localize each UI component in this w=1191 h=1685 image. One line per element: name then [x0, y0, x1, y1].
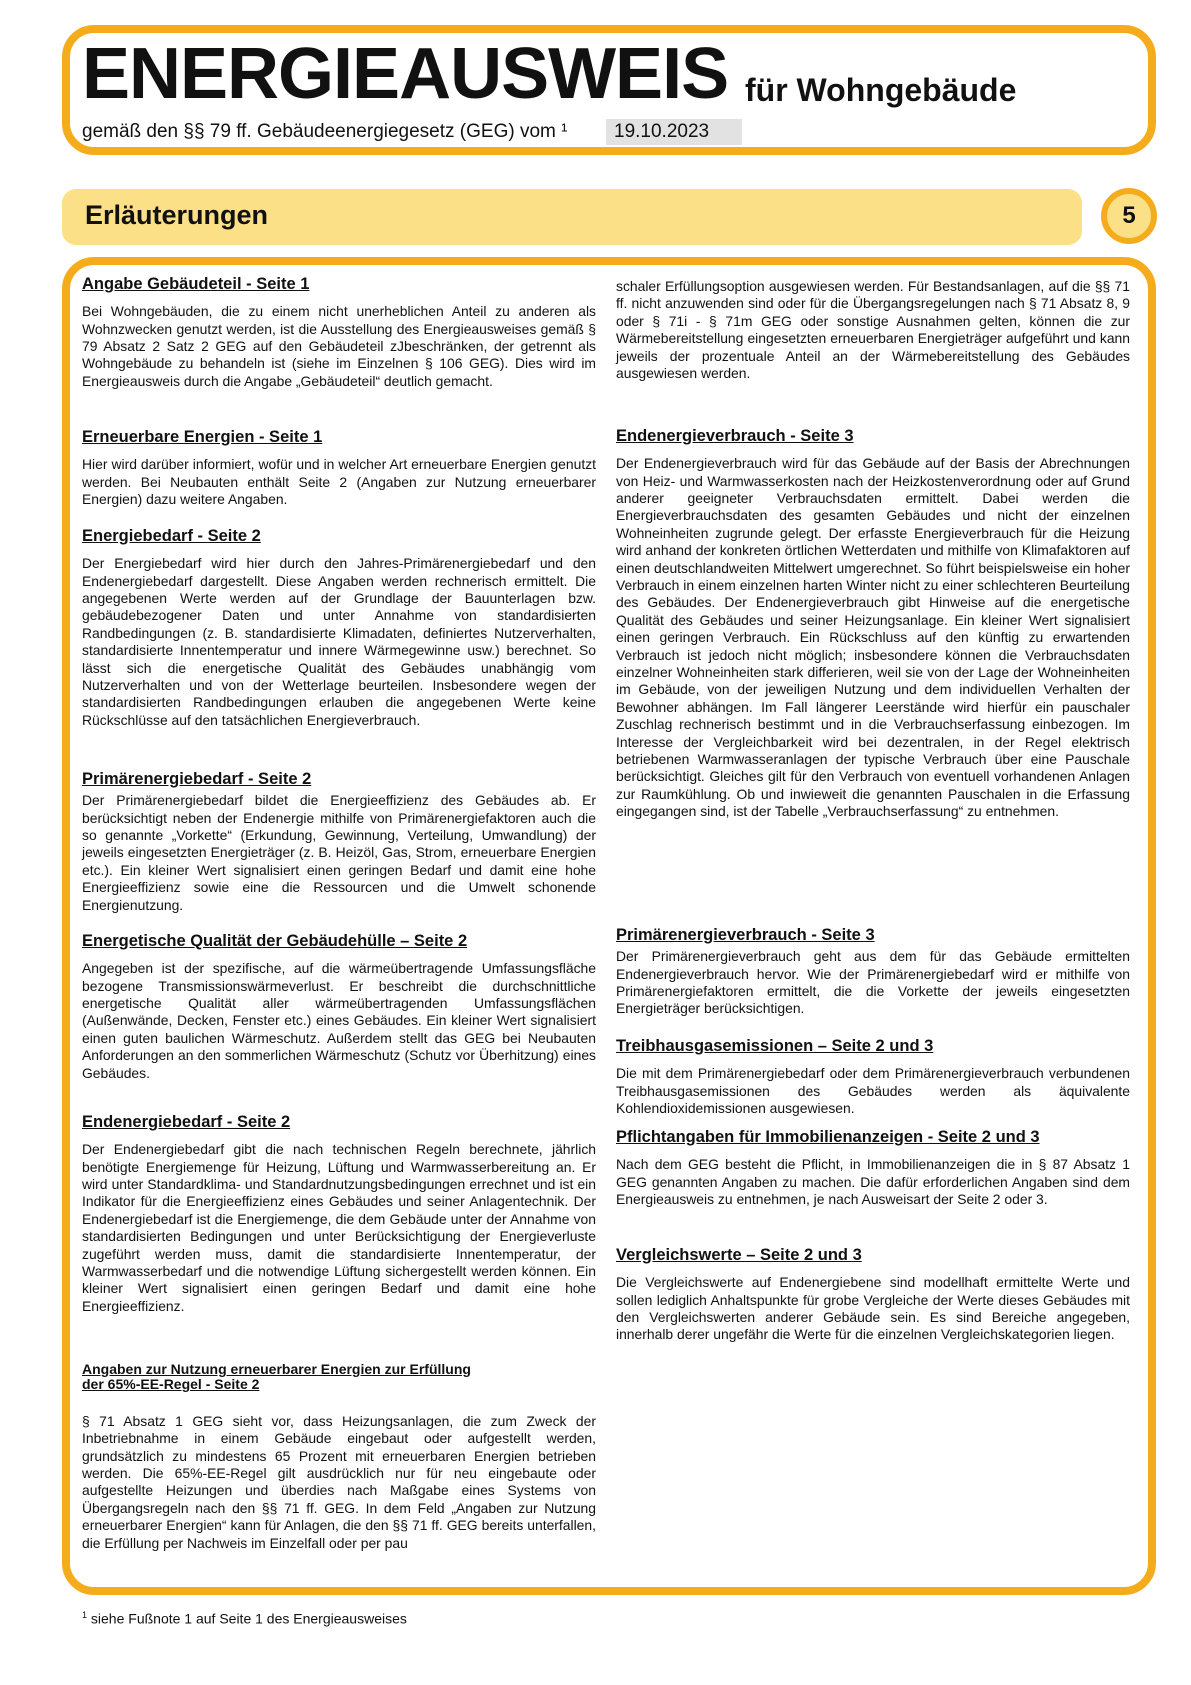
section-vergleichswerte — [616, 1246, 1130, 1344]
section-heading: Treibhausgasemissionen – Seite 2 und 3 — [616, 1037, 934, 1055]
section-text: Die Vergleichswerte auf Endenergiebene sind modellhaft ermittelte Werte und sollen lediglich Anhaltspunkte für grobe Vergleiche der Werte dieses Gebäudes mit den Vergleichswerten anderer Gebäude sein. Es sind Bereiche angegeben, innerhalb derer ungefähr die Werte für die einzelnen Vergleichskategorien liegen. — [616, 1274, 1130, 1343]
section-title: Erläuterungen — [85, 200, 269, 230]
section-text: Hier wird darüber informiert, wofür und in welcher Art erneuerbare Energien genutzt werden. Bei Neubauten enthält Seite 2 (Angaben zur Nutzung erneuerbarer Energien) dazu weitere Angaben. — [82, 456, 596, 507]
section-text: Die mit dem Primärenergiebedarf oder dem Primärenergieverbrauch verbundenen Treibhausgasemissionen des Gebäudes werden als äquivalente Kohlendioxidemissionen ausgewiesen. — [616, 1065, 1130, 1116]
section-heading-line1: Angaben zur Nutzung erneuerbarer Energien zur Erfüllung — [82, 1361, 471, 1377]
section-text: schaler Erfüllungsoption ausgewiesen werden. Für Bestandsanlagen, auf die §§ 71 ff. nicht anzuwenden sind oder für die Übergangsregelungen nach § 71 Absatz 8, 9 oder § 71i - § 71m GEG oder sonstige Ausnahmen gelten, können die zur Wärmebereitstellung eingesetzten erneuerbaren Energieträger aufgeführt und kann jeweils der prozentuale Anteil an der Wärmebereitstellung des Gebäudes ausgewiesen werden. — [616, 278, 1130, 382]
footnote — [82, 1610, 407, 1627]
section-text: Der Endenergiebedarf gibt die nach technischen Regeln berechnete, jährlich benötigte Energiemenge für Heizung, Lüftung und Warmwasserbereitung an. Er wird unter Standardklima- und Standardnutzungsbedingungen errechnet und ist ein Indikator für die Energieeffizienz eines Gebäudes und seiner Anlagentechnik. Der Endenergiebedarf ist die Energiemenge, die dem Gebäude unter der Annahme von standardisierten Bedingungen und unter Berücksichtigung der Energieverluste zugeführt werden muss, damit die standardisierte Innentemperatur, der Warmwasserbedarf und die notwendige Lüftung sichergestellt werden können. Ein kleiner Wert signalisiert einen geringen Bedarf und damit eine hohe Energieeffizienz. — [82, 1141, 596, 1314]
footnote-text: siehe Fußnote 1 auf Seite 1 des Energieausweises — [90, 1610, 407, 1627]
section-heading: Endenergieverbrauch - Seite 3 — [616, 427, 854, 445]
footnote-marker: 1 — [82, 1610, 88, 1620]
section-energetische-qualitaet — [82, 932, 596, 1082]
section-text: § 71 Absatz 1 GEG sieht vor, dass Heizungsanlagen, die zum Zweck der Inbetriebnahme in einem Gebäude eingebaut oder aufgestellt werden, grundsätzlich zu mindestens 65 Prozent mit erneuerbaren Energien betrieben werden. Die 65%-EE-Regel gilt ausdrücklich nur für neu eingebaute oder aufgestellte Heizungen und überdies nach Maßgabe eines Systems von Übergangsregeln nach den §§ 71 ff. GEG. In dem Feld „Angaben zur Nutzung erneuerbarer Energien“ kann für Anlagen, die den §§ 71 ff. GEG bereits unterfallen, die Erfüllung per Nachweis im Einzelfall oder per pau — [82, 1412, 596, 1551]
section-angabe-gebaeudeteil — [82, 275, 596, 390]
section-heading: Energiebedarf - Seite 2 — [82, 527, 261, 545]
section-heading: Primärenergieverbrauch - Seite 3 — [616, 926, 875, 944]
section-heading: Angabe Gebäudeteil - Seite 1 — [82, 275, 310, 293]
section-heading: Endenergiebedarf - Seite 2 — [82, 1113, 291, 1131]
section-heading: Pflichtangaben für Immobilienanzeigen - Seite 2 und 3 — [616, 1128, 1040, 1146]
section-primaerenergieverbrauch — [616, 926, 1130, 1018]
section-continuation — [616, 278, 1130, 382]
section-energiebedarf — [82, 527, 596, 729]
section-endenergiebedarf — [82, 1113, 596, 1315]
section-text: Nach dem GEG besteht die Pflicht, in Immobilienanzeigen die in § 87 Absatz 1 GEG genannten Angaben zu machen. Die dafür erforderlichen Angaben sind dem Energieausweis zu entnehmen, je nach Ausweisart der Seite 2 oder 3. — [616, 1156, 1130, 1207]
section-treibhausgasemissionen — [616, 1037, 1130, 1117]
section-text: Der Primärenergiebedarf bildet die Energieeffizienz des Gebäudes ab. Er berücksichtigt neben der Endenergie mithilfe von Primärenergiefaktoren auch die so genannte „Vorkette“ (Erkundung, Gewinnung, Verteilung, Umwandlung) der jeweils eingesetzten Energieträger (z. B. Heizöl, Gas, Strom, erneuerbare Energien etc.). Ein kleiner Wert signalisiert einen geringen Bedarf und damit eine hohe Energieeffizienz sowie eine die Ressourcen und die Umwelt schonende Energienutzung. — [82, 792, 596, 913]
section-heading: Energetische Qualität der Gebäudehülle – Seite 2 — [82, 932, 468, 950]
document-subtitle: für Wohngebäude — [745, 72, 1017, 108]
section-text: Angegeben ist der spezifische, auf die wärmeübertragende Umfassungsfläche bezogene Transmissionswärmeverlust. Er beschreibt die durchschnittliche energetische Qualität aller wärmeübertragenden Umfassungsflächen (Außenwände, Decken, Fenster etc.) eines Gebäudes. Ein kleiner Wert signalisiert einen guten baulichen Wärmeschutz. Außerdem stellt das GEG bei Neubauten Anforderungen an den sommerlichen Wärmeschutz (Schutz vor Überhitzung) eines Gebäudes. — [82, 960, 596, 1081]
section-heading: Vergleichswerte – Seite 2 und 3 — [616, 1246, 862, 1264]
section-primaerenergiebedarf — [82, 770, 596, 914]
section-65-ee-regel — [82, 1362, 596, 1552]
section-pflichtangaben — [616, 1128, 1130, 1208]
issue-date-field: 19.10.2023 — [606, 119, 742, 145]
section-text: Der Primärenergieverbrauch geht aus dem für das Gebäude ermittelten Endenergieverbrauch hervor. Wie der Primärenergiebedarf wird er mithilfe von Primärenergiefaktoren ermittelt, die die Vorkette der jeweils eingesetzten Energieträger berücksichtigen. — [616, 948, 1130, 1017]
law-reference: gemäß den §§ 79 ff. Gebäudeenergiegesetz (GEG) vom ¹ — [82, 121, 568, 142]
section-heading-line2: der 65%-EE-Regel - Seite 2 — [82, 1376, 260, 1393]
section-heading: Erneuerbare Energien - Seite 1 — [82, 428, 323, 446]
section-text: Der Energiebedarf wird hier durch den Jahres-Primärenergiebedarf und den Endenergiebedarf dargestellt. Diese Angaben werden rechnerisch ermittelt. Die angegebenen Werte werden auf der Grundlage der Bauunterlagen bzw. gebäudebezogener Daten und unter Annahme von standardisierten Randbedingungen (z. B. standardisierte Klimadaten, definiertes Nutzerverhalten, standardisierte Innentemperatur und innere Wärmegewinne usw.) berechnet. So lässt sich die energetische Qualität des Gebäudes unabhängig vom Nutzerverhalten und von der Wetterlage beurteilen. Insbesondere wegen der standardisierten Randbedingungen erlauben die angegebenen Werte keine Rückschlüsse auf den tatsächlichen Energieverbrauch. — [82, 555, 596, 728]
section-erneuerbare-energien — [82, 428, 596, 508]
section-text: Bei Wohngebäuden, die zu einem nicht unerheblichen Anteil zu anderen als Wohnzwecken genutzt werden, ist die Ausstellung des Energieausweises gemäß § 79 Absatz 2 Satz 2 GEG auf den Gebäudeteil zJbeschränken, der getrennt als Wohngebäude zu behandeln ist (siehe im Einzelnen § 106 GEG). Dies wird im Energieausweis durch die Angabe „Gebäudeteil“ deutlich gemacht. — [82, 303, 596, 389]
section-heading — [82, 1362, 596, 1393]
section-endenergieverbrauch — [616, 427, 1130, 821]
document-title: ENERGIEAUSWEIS — [82, 34, 729, 114]
section-text: Der Endenergieverbrauch wird für das Gebäude auf der Basis der Abrechnungen von Heiz- und Warmwasserkosten nach der Heizkostenverordnung oder auf Grund anderer geeigneter Verbrauchsdaten ermittelt. Dabei werden die Energieverbrauchsdaten des gesamten Gebäudes und nicht der einzelnen Wohneinheiten zugrunde gelegt. Der erfasste Energieverbrauch für die Heizung wird anhand der konkreten örtlichen Wetterdaten und mithilfe von Klimafaktoren auf einen deutschlandweiten Mittelwert umgerechnet. So führt beispielsweise ein hoher Verbrauch in einem einzelnen harten Winter nicht zu einer schlechteren Beurteilung des Gebäudes. Der Endenergieverbrauch gibt Hinweise auf die energetische Qualität des Gebäudes und seiner Heizungsanlage. Ein kleiner Wert signalisiert einen geringen Verbrauch. Ein Rückschluss auf den künftig zu erwartenden Verbrauch ist jedoch nicht möglich; insbesondere können die Verbrauchsdaten einzelner Wohneinheiten stark differieren, weil sie von der Lage der Wohneinheiten im Gebäude, von der jeweiligen Nutzung und dem individuellen Verhalten der Bewohner abhängen. Im Fall längerer Leerstände wird hierfür ein pauschaler Zuschlag rechnerisch bestimmt und in die Verbrauchserfassung einbezogen. Im Interesse der Vergleichbarkeit wird bei dezentralen, in der Regel elektrisch betriebenen Warmwasseranlagen der typische Verbrauch über eine Pauschale berücksichtigt. Gleiches gilt für den Verbrauch von eventuell vorhandenen Anlagen zur Raumkühlung. Ob und inwieweit die genannten Pauschalen in die Erfassung eingegangen sind, ist der Tabelle „Verbrauchserfassung“ zu entnehmen. — [616, 455, 1130, 820]
page-number-badge: 5 — [1101, 188, 1157, 244]
section-heading: Primärenergiebedarf - Seite 2 — [82, 770, 312, 788]
